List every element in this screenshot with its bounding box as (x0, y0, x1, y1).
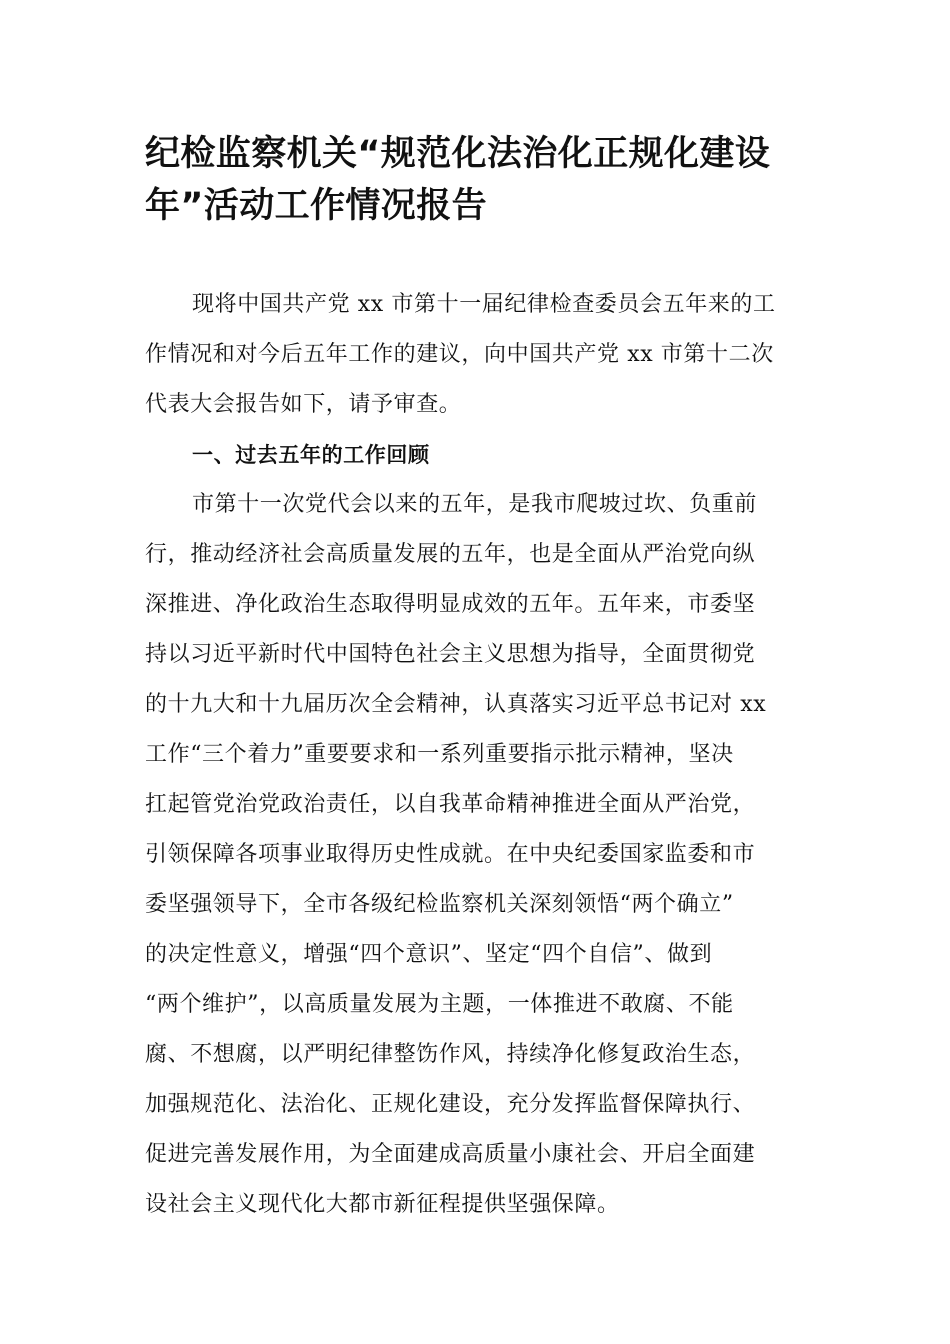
document-title (145, 128, 815, 232)
intro-line-2: 作情况和对今后五年工作的建议，向中国共产党 xx 市第十二次 (145, 342, 774, 367)
title-line-1: 纪检监察机关“规范化法治化正规化建设 (145, 134, 771, 174)
section-line-5: 的十九大和十九届历次全会精神，认真落实习近平总书记对 xx (145, 692, 767, 717)
section-line-8: 引领保障各项事业取得历史性成就。在中央纪委国家监委和市 (145, 842, 756, 867)
section-line-2: 行，推动经济社会高质量发展的五年，也是全面从严治党向纵 (145, 542, 756, 567)
intro-paragraph (145, 280, 810, 430)
section-line-13: 加强规范化、法治化、正规化建设，充分发挥监督保障执行、 (145, 1092, 756, 1117)
intro-line-1: 现将中国共产党 xx 市第十一届纪律检查委员会五年来的工 (192, 292, 776, 317)
section-paragraph (145, 480, 810, 1230)
section-line-11: “两个维护”，以高质量发展为主题，一体推进不敢腐、不能 (145, 992, 734, 1017)
section-line-4: 持以习近平新时代中国特色社会主义思想为指导，全面贯彻党 (145, 642, 756, 667)
section-line-14: 促进完善发展作用，为全面建成高质量小康社会、开启全面建 (145, 1142, 756, 1167)
section-line-10: 的决定性意义，增强“四个意识”、坚定“四个自信”、做到 (145, 942, 713, 967)
title-line-2: 年”活动工作情况报告 (145, 186, 488, 226)
document-body (145, 280, 810, 1230)
section-line-7: 扛起管党治党政治责任，以自我革命精神推进全面从严治党， (145, 792, 756, 817)
section-line-1: 市第十一次党代会以来的五年，是我市爬坡过坎、负重前 (192, 492, 758, 517)
section-heading: 一、过去五年的工作回顾 (192, 443, 430, 467)
section-line-15: 设社会主义现代化大都市新征程提供坚强保障。 (145, 1192, 620, 1217)
section-line-3: 深推进、净化政治生态取得明显成效的五年。五年来，市委坚 (145, 592, 756, 617)
section-line-12: 腐、不想腐，以严明纪律整饬作风，持续净化修复政治生态， (145, 1042, 756, 1067)
section-line-9: 委坚强领导下，全市各级纪检监察机关深刻领悟“两个确立” (145, 892, 734, 917)
intro-line-3: 代表大会报告如下，请予审查。 (145, 392, 462, 417)
section-line-6: 工作“三个着力”重要要求和一系列重要指示批示精神，坚决 (145, 742, 734, 767)
